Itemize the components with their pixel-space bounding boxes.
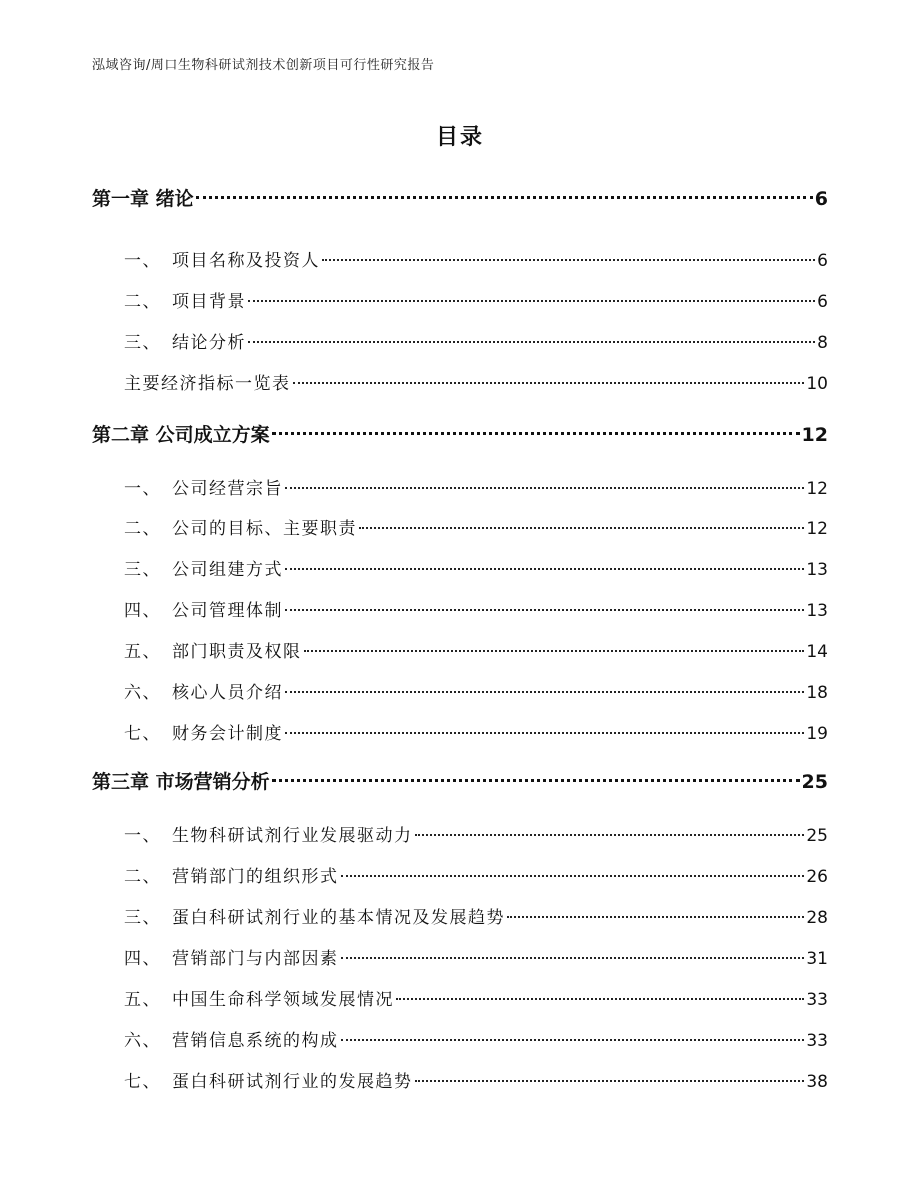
dot-leader [341,1039,805,1041]
section-number: 六、 [124,683,161,703]
section-number: 一、 [124,826,161,846]
section-title: 中国生命科学领域发展情况 [172,990,394,1010]
toc-page-number: 12 [806,479,828,499]
toc-entry-label: 主要经济指标一览表 [124,374,291,394]
section-title: 结论分析 [172,333,246,353]
toc-entry-label: 第二章 公司成立方案 [92,424,270,446]
toc-page-number: 6 [817,251,828,271]
toc-entry-2-1[interactable] [124,474,828,499]
section-number: 五、 [124,642,161,662]
dot-leader [285,487,804,489]
toc-entry-3-7[interactable] [124,1067,828,1092]
dot-leader [248,300,815,302]
section-title: 公司的目标、主要职责 [172,519,357,539]
dot-leader [248,341,815,343]
dot-leader [285,691,804,693]
toc-page-number: 14 [806,642,828,662]
toc-entry-2-7[interactable] [124,719,828,744]
section-number: 五、 [124,990,161,1010]
section-title: 蛋白科研试剂行业的发展趋势 [172,1072,413,1092]
toc-page-number: 8 [817,333,828,353]
toc-entry-label: 第三章 市场营销分析 [92,771,270,793]
toc-entry-3-6[interactable] [124,1026,828,1051]
toc-entry-label [124,555,283,580]
dot-leader [341,875,805,877]
section-title: 生物科研试剂行业发展驱动力 [172,826,413,846]
toc-page-number: 31 [806,949,828,969]
section-title: 项目名称及投资人 [172,251,320,271]
toc-entry-1-2[interactable] [124,287,828,312]
toc-entry-3-5[interactable] [124,985,828,1010]
toc-entry-label [124,944,339,969]
dot-leader [196,196,813,199]
toc-entry-2-5[interactable] [124,637,828,662]
dot-leader [285,609,804,611]
section-title: 财务会计制度 [172,724,283,744]
section-title: 营销部门的组织形式 [172,867,339,887]
section-title: 部门职责及权限 [172,642,302,662]
toc-entry-label [124,474,283,499]
section-number: 二、 [124,292,161,312]
section-title: 公司组建方式 [172,560,283,580]
toc-entry-2-2[interactable] [124,514,828,539]
section-title: 公司管理体制 [172,601,283,621]
toc-entry-label [124,637,302,662]
section-number: 七、 [124,1072,161,1092]
dot-leader [415,834,805,836]
toc-entry-3-4[interactable] [124,944,828,969]
toc-page-number: 6 [814,188,828,210]
section-number: 七、 [124,724,161,744]
toc-page-number: 12 [801,424,828,446]
toc-entry-label [124,862,339,887]
section-number: 四、 [124,949,161,969]
dot-leader [322,259,815,261]
toc-entry-label [124,328,246,353]
section-title: 营销部门与内部因素 [172,949,339,969]
dot-leader [341,957,805,959]
toc-entry-label: 第一章 绪论 [92,188,194,210]
section-number: 一、 [124,251,161,271]
toc-page-number: 18 [806,683,828,703]
section-title: 核心人员介绍 [172,683,283,703]
dot-leader [272,432,800,435]
section-number: 三、 [124,908,161,928]
running-header: 泓域咨询/周口生物科研试剂技术创新项目可行性研究报告 [92,58,435,73]
toc-entry-label [124,1026,339,1051]
toc-title: 目录 [435,125,484,150]
toc-entry-chapter-2[interactable] [92,420,828,447]
section-title: 公司经营宗旨 [172,479,283,499]
toc-page-number: 6 [817,292,828,312]
section-number: 二、 [124,519,161,539]
section-title: 项目背景 [172,292,246,312]
toc-entry-label [124,514,357,539]
toc-page-number: 38 [806,1072,828,1092]
dot-leader [359,527,804,529]
toc-entry-label [124,596,283,621]
toc-page-number: 33 [806,990,828,1010]
toc-entry-chapter-3[interactable] [92,767,828,794]
section-number: 一、 [124,479,161,499]
section-number: 三、 [124,333,161,353]
section-number: 六、 [124,1031,161,1051]
dot-leader [304,650,805,652]
dot-leader [507,916,804,918]
toc-entry-label [124,678,283,703]
dot-leader [293,382,805,384]
toc-entry-2-4[interactable] [124,596,828,621]
toc-entry-2-6[interactable] [124,678,828,703]
toc-page-number: 13 [806,601,828,621]
toc-page-number: 10 [806,374,828,394]
toc-entry-chapter-1[interactable] [92,184,828,211]
toc-entry-label [124,1067,413,1092]
toc-entry-label [124,287,246,312]
dot-leader [272,779,800,782]
section-number: 二、 [124,867,161,887]
section-number: 四、 [124,601,161,621]
toc-entry-1-3[interactable] [124,328,828,353]
toc-page-number: 33 [806,1031,828,1051]
toc-entry-2-3[interactable] [124,555,828,580]
toc-page-number: 28 [806,908,828,928]
section-number: 三、 [124,560,161,580]
toc-entry-label [124,821,413,846]
toc-entry-3-2[interactable] [124,862,828,887]
toc-page-number: 25 [806,826,828,846]
toc-page-number: 19 [806,724,828,744]
toc-page-number: 12 [806,519,828,539]
toc-entry-3-1[interactable] [124,821,828,846]
dot-leader [396,998,804,1000]
section-title: 营销信息系统的构成 [172,1031,339,1051]
toc-entry-label [124,985,394,1010]
dot-leader [285,732,804,734]
dot-leader [285,568,804,570]
toc-page-number: 25 [801,771,828,793]
toc-entry-label [124,903,505,928]
toc-page-number: 13 [806,560,828,580]
toc-entry-1-4[interactable] [124,369,828,394]
toc-entry-3-3[interactable] [124,903,828,928]
toc-page-number: 26 [806,867,828,887]
toc-entry-1-1[interactable] [124,246,828,271]
toc-entry-label [124,246,320,271]
section-title: 蛋白科研试剂行业的基本情况及发展趋势 [172,908,505,928]
dot-leader [415,1080,805,1082]
toc-entry-label [124,719,283,744]
